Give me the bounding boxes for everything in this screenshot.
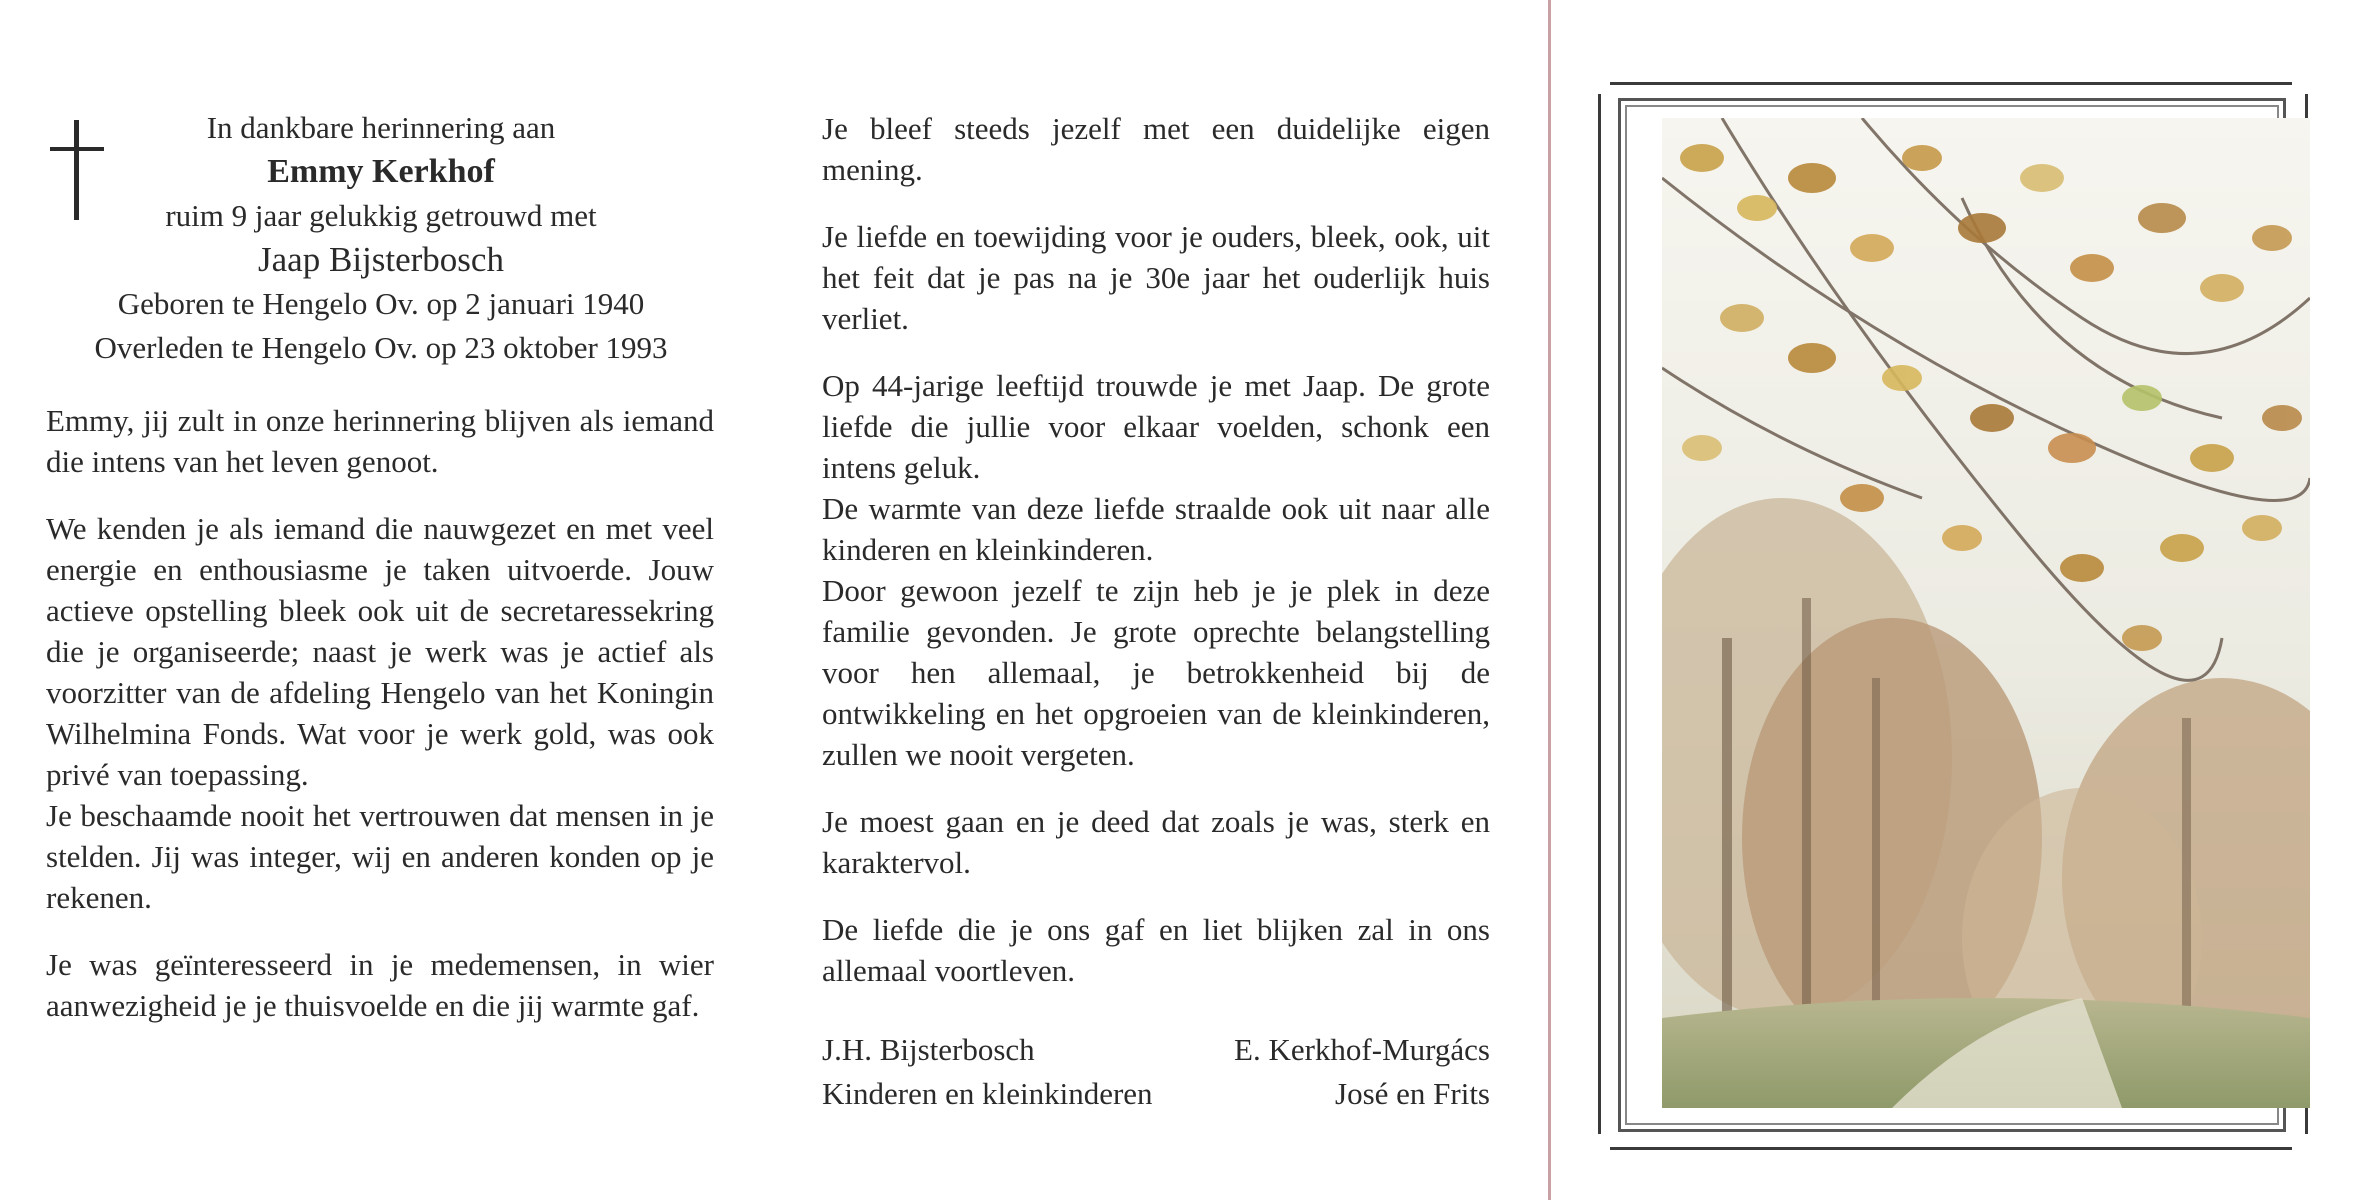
- paragraph: Je was geïnteresseerd in je medemensen, in wier aanwezigheid je je thuisvoelde en die jij warmte gaf.: [46, 947, 714, 1023]
- signoff-left-1: J.H. Bijsterbosch: [822, 1032, 1035, 1067]
- death-line: Overleden te Hengelo Ov. op 23 oktober 1993: [94, 330, 668, 365]
- paragraph: Door gewoon jezelf te zijn heb je je plek in deze familie gevonden. Je grote oprechte belangstelling voor hen allemaal, je betrokkenheid bij de ontwikkeling en het opgroeien van de kleinkinderen, zullen we nooit vergeten.: [822, 573, 1490, 772]
- paragraph: Je bleef steeds jezelf met een duidelijke eigen mening.: [822, 111, 1490, 187]
- paragraph: Je beschaamde nooit het vertrouwen dat mensen in je stelden. Jij was integer, wij en anderen konden op je rekenen.: [46, 798, 714, 915]
- frame-corner: [2292, 1134, 2314, 1156]
- frame-corner: [1588, 1134, 1610, 1156]
- dedication-line: In dankbare herinnering aan: [206, 110, 556, 145]
- signoff-right-1: E. Kerkhof-Murgács: [1234, 1032, 1490, 1067]
- signoff-left-2: Kinderen en kleinkinderen: [822, 1076, 1153, 1111]
- memorial-header: [40, 106, 722, 370]
- frame-corner: [2292, 72, 2314, 94]
- paragraph: De liefde die je ons gaf en liet blijken zal in ons allemaal voortleven.: [822, 912, 1490, 988]
- fold-line: [1548, 0, 1551, 1200]
- paragraph: Op 44-jarige leeftijd trouwde je met Jaap. De grote liefde die jullie voor elkaar voelden, schonk een intens geluk.: [822, 368, 1490, 485]
- partner-name: Jaap Bijsterbosch: [258, 240, 504, 279]
- marriage-line: ruim 9 jaar gelukkig getrouwd met: [165, 198, 597, 233]
- paragraph: Je liefde en toewijding voor je ouders, bleek, ook, uit het feit dat je pas na je 30e jaar het ouderlijk huis verliet.: [822, 219, 1490, 336]
- birth-line: Geboren te Hengelo Ov. op 2 januari 1940: [117, 286, 645, 321]
- middle-text-column: [822, 108, 1490, 1017]
- signoff-right-2: José en Frits: [1335, 1076, 1490, 1111]
- left-text-column: [46, 400, 714, 1052]
- deceased-name: Emmy Kerkhof: [267, 153, 495, 190]
- paragraph: Je moest gaan en je deed dat zoals je was, sterk en karaktervol.: [822, 804, 1490, 880]
- paragraph: We kenden je als iemand die nauwgezet en met veel energie en enthousiasme je taken uitvoerde. Jouw actieve opstelling bleek ook uit de secretaressekring die je organiseerde; naast je werk was je actief als voorzitter van de afdeling Hengelo van het Koningin Wilhelmina Fonds. Wat voor je werk gold, was ook privé van toepassing.: [46, 511, 714, 792]
- paragraph: Emmy, jij zult in onze herinnering blijven als iemand die intens van het leven genoot.: [46, 403, 714, 479]
- autumn-forest-photo: [1662, 118, 2310, 1108]
- signoff: [822, 1028, 1490, 1116]
- frame-corner: [1588, 72, 1610, 94]
- paragraph: De warmte van deze liefde straalde ook uit naar alle kinderen en kleinkinderen.: [822, 491, 1490, 567]
